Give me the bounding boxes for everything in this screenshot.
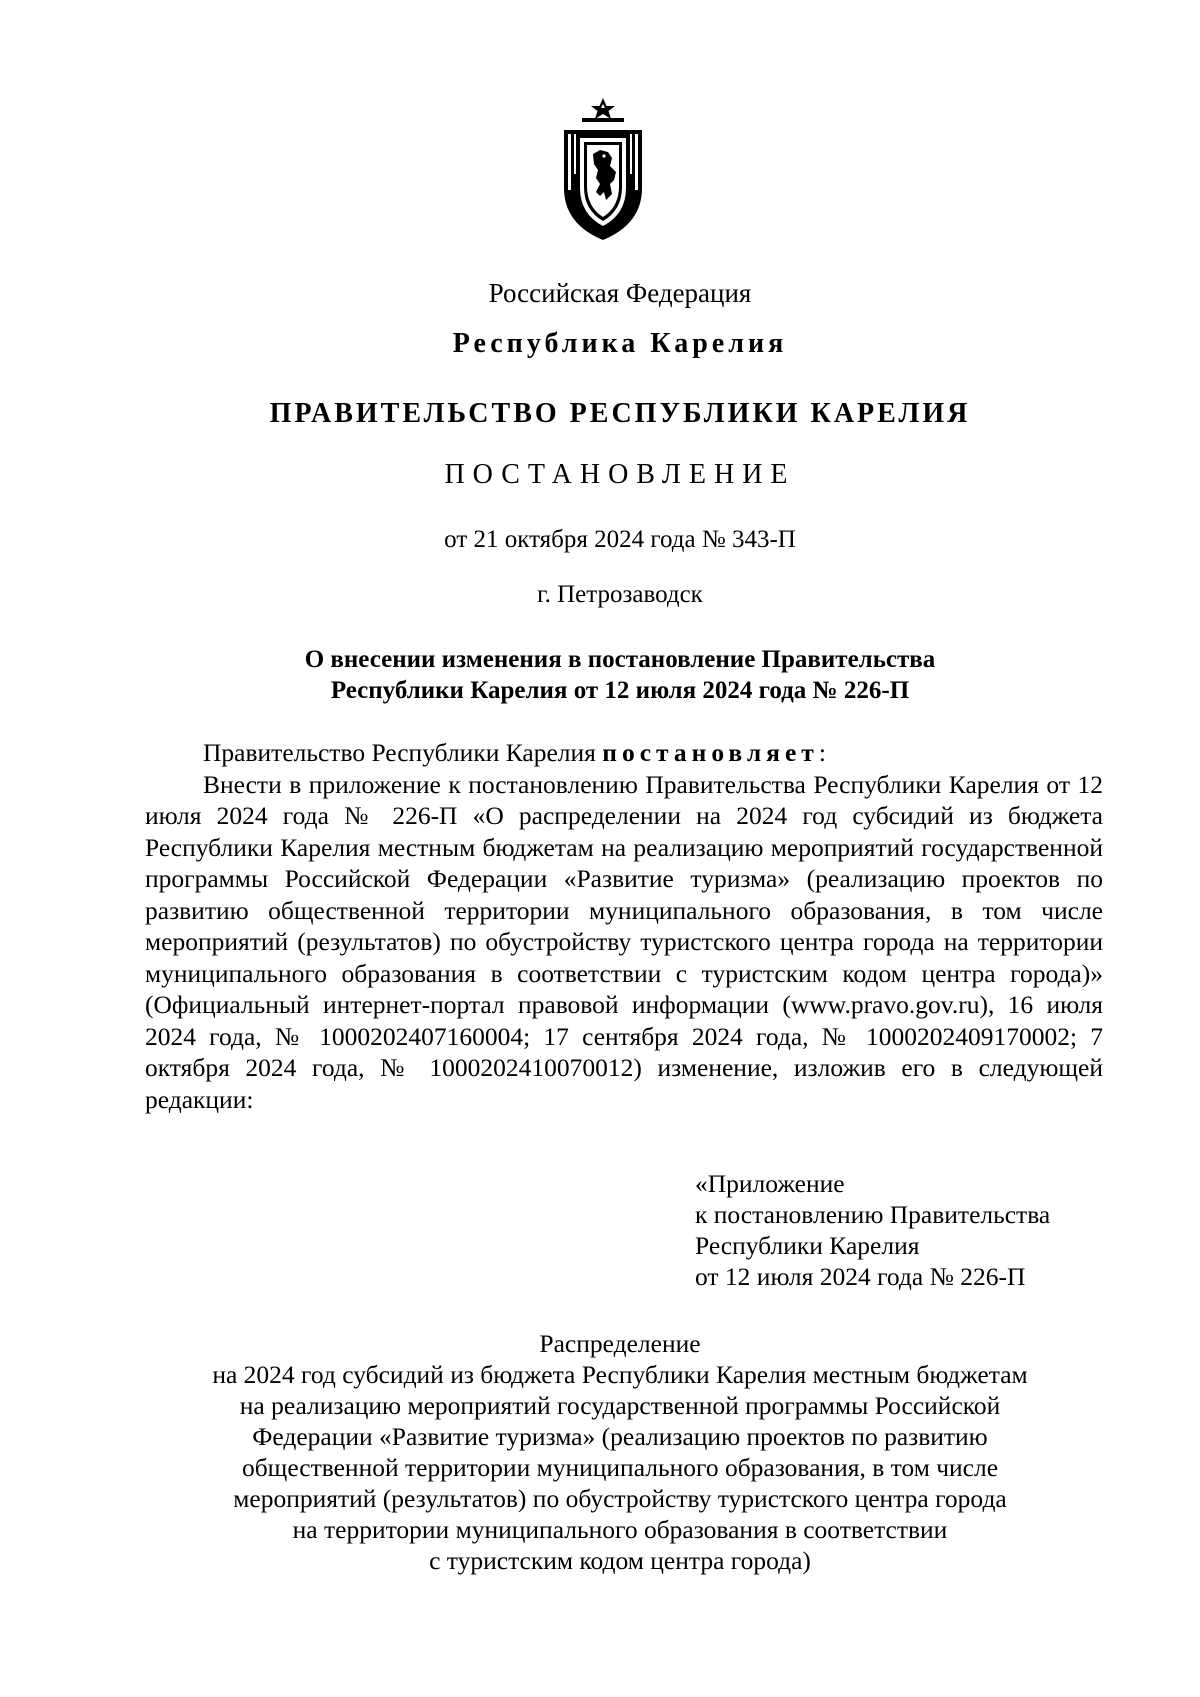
distribution-heading-block [140, 1328, 1100, 1576]
amendment-paragraph: Внести в приложение к постановлению Правительства Республики Карелия от 12 июля 2024 года № 226-П «О распределении на 2024 год субсидий из бюджета Республики Карелия местным бюджетам на реализацию мероприятий государственной программы Российской Федерации «Развитие туризма» (реализацию проектов по развитию общественной территории муниципального образования, в том числе мероприятий (результатов) по обустройству туристского центра города на территории муниципального образования в соответствии с туристским кодом центра города)» (Официальный интернет-портал правовой информации (www.pravo.gov.ru), 16 июля 2024 года, № 1000202407160004; 17 сентября 2024 года, № 1000202409170002; 7 октября 2024 года, № 1000202410070012) изменение, изложив его в следующей редакции: [145, 769, 1103, 1114]
resolution-verb: постановляет [602, 738, 819, 767]
document-title-line: О внесении изменения в постановление Правительства [304, 646, 936, 673]
resolution-colon: : [818, 738, 826, 767]
karelia-coat-of-arms-icon [560, 96, 646, 244]
appendix-line: к постановлению Правительства [695, 1200, 1051, 1229]
document-city: г. Петрозаводск [537, 581, 703, 608]
document-title-line: Республики Карелия от 12 июля 2024 года № 226-П [330, 677, 910, 704]
resolution-subject: Правительство Республики Карелия [203, 738, 603, 767]
appendix-line: от 12 июля 2024 года № 226-П [695, 1262, 1026, 1291]
distribution-line: на территории муниципального образования в соответствии [292, 1515, 948, 1544]
distribution-line: с туристским кодом центра города) [429, 1546, 811, 1575]
document-type: ПОСТАНОВЛЕНИЕ [444, 459, 796, 490]
distribution-line: мероприятий (результатов) по обустройству туристского центра города [233, 1484, 1007, 1513]
distribution-heading: Распределение [539, 1329, 701, 1358]
distribution-line: общественной территории муниципального образования, в том числе [241, 1453, 999, 1482]
distribution-line: Федерации «Развитие туризма» (реализацию проектов по развитию [252, 1422, 988, 1451]
appendix-line: Республики Карелия [695, 1231, 920, 1260]
distribution-line: на 2024 год субсидий из бюджета Республики Карелия местным бюджетам [212, 1360, 1028, 1389]
resolution-paragraph [145, 737, 1103, 769]
document-body [145, 737, 1103, 1115]
appendix-line: «Приложение [695, 1169, 845, 1198]
republic-name: Республика Карелия [452, 328, 788, 359]
country-name: Российская Федерация [488, 278, 752, 308]
document-title [0, 644, 1200, 706]
appendix-reference [695, 1168, 1050, 1292]
document-date-number: от 21 октября 2024 года № 343-П [444, 526, 796, 553]
government-name: ПРАВИТЕЛЬСТВО РЕСПУБЛИКИ КАРЕЛИЯ [269, 398, 971, 429]
distribution-line: на реализацию мероприятий государственной программы Российской [239, 1391, 1001, 1420]
